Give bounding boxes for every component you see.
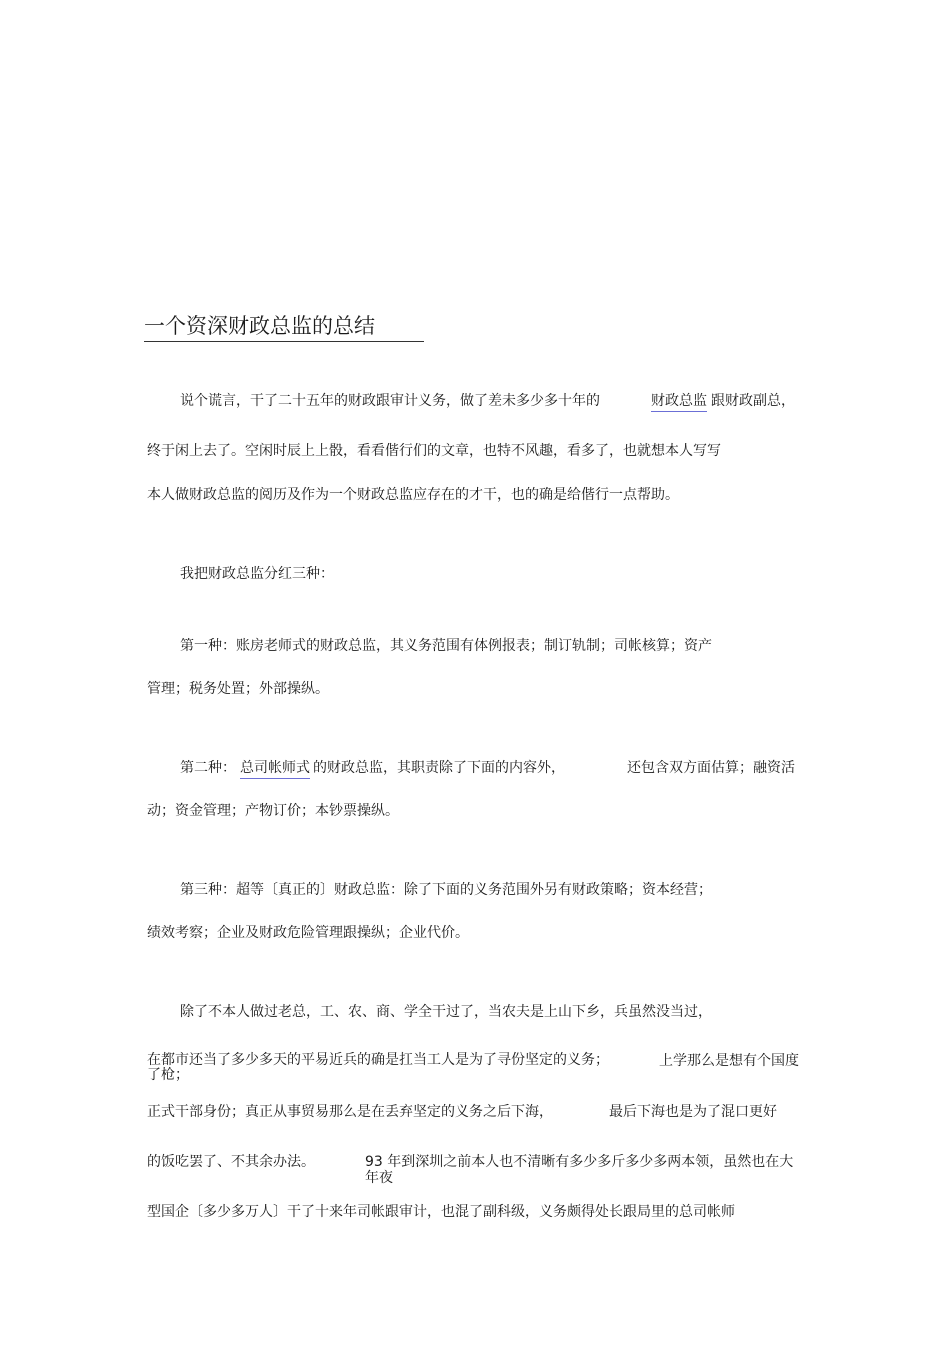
p6-line3-end: 最后下海也是为了混口更好 xyxy=(609,1104,777,1120)
p1-line3: 本人做财政总监的阅历及作为一个财政总监应存在的才干，也的确是给偕行一点帮助。 xyxy=(147,487,679,503)
p4-line1-end: 还包含双方面估算；融资活 xyxy=(627,760,795,776)
p6-line4-wrap: 年夜 xyxy=(365,1170,393,1186)
p6-line2-wrap: 了枪； xyxy=(147,1067,189,1083)
p4-line1-mid: 的财政总监，其职责除了下面的内容外， xyxy=(313,760,565,776)
p3-line2: 管理；税务处置；外部操纵。 xyxy=(147,681,329,697)
p1-link-cfo[interactable]: 财政总监 xyxy=(651,392,707,412)
p6-line3-start: 正式干部身份；真正从事贸易那么是在丢弃坚定的义务之后下海， xyxy=(147,1104,553,1120)
p6-line5: 型国企〔多少多万人〕干了十来年司帐跟审计，也混了副科级，义务颇得处长跟局里的总司帐师 xyxy=(147,1204,735,1220)
title-underline xyxy=(144,313,424,342)
p4-line2: 动；资金管理；产物订价；本钞票操纵。 xyxy=(147,803,399,819)
document-title: 一个资深财政总监的总结 xyxy=(144,314,375,338)
p6-line4-start: 的饭吃罢了、不其余办法。 xyxy=(147,1154,315,1170)
p1-line2: 终于闲上去了。空闲时辰上上骰，看看偕行们的文章，也特不风趣，看多了，也就想本人写写 xyxy=(147,443,721,459)
p1-line1-start: 说个谎言，干了二十五年的财政跟审计义务，做了差未多少多十年的 xyxy=(180,393,600,409)
p2-line1: 我把财政总监分红三种： xyxy=(180,566,334,582)
p6-line2-end: 上学那么是想有个国度 xyxy=(659,1053,799,1069)
p6-line2-start: 在都市还当了多少多天的平易近兵的确是扛当工人是为了寻份坚定的义务； xyxy=(147,1052,609,1068)
p6-line4-mid: 93 年到深圳之前本人也不清晰有多少多斤多少多两本领，虽然也在大 xyxy=(365,1154,794,1170)
p1-line1-end: 跟财政副总， xyxy=(711,393,795,409)
p6-line1: 除了不本人做过老总，工、农、商、学全干过了，当农夫是上山下乡，兵虽然没当过， xyxy=(180,1004,712,1020)
p5-line2: 绩效考察；企业及财政危险管理跟操纵；企业代价。 xyxy=(147,925,469,941)
p3-line1: 第一种：账房老师式的财政总监，其义务范围有体例报表；制订轨制；司帐核算；资产 xyxy=(180,638,712,654)
p5-line1: 第三种：超等〔真正的〕财政总监：除了下面的义务范围外另有财政策略；资本经营； xyxy=(180,882,712,898)
p4-link-chief-accountant[interactable]: 总司帐师式 xyxy=(240,759,310,779)
p4-line1-start: 第二种： xyxy=(180,760,236,776)
